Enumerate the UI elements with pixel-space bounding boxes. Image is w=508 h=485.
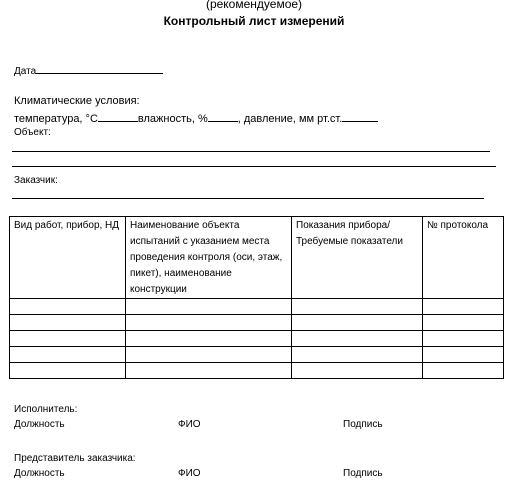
date-field xyxy=(14,63,163,77)
customer-rep-label: Представитель заказчика: xyxy=(14,453,136,464)
table-cell[interactable] xyxy=(292,363,423,379)
table-cell[interactable] xyxy=(10,331,126,347)
customer-label: Заказчик: xyxy=(14,175,58,186)
humidity-blank[interactable] xyxy=(208,111,238,122)
object-line-1[interactable] xyxy=(12,151,490,152)
table-row xyxy=(10,347,504,363)
document-subtitle: (рекомендуемое) xyxy=(205,0,303,11)
table-row xyxy=(10,331,504,347)
table-row xyxy=(10,299,504,315)
table-cell[interactable] xyxy=(126,331,292,347)
climate-fields xyxy=(14,111,378,125)
document-title: Контрольный лист измерений xyxy=(163,14,345,28)
executor-label: Исполнитель: xyxy=(14,404,78,415)
table-cell[interactable] xyxy=(423,299,504,315)
object-line-2[interactable] xyxy=(12,166,496,167)
table-cell[interactable] xyxy=(10,299,126,315)
table-cell[interactable] xyxy=(126,315,292,331)
climate-label: Климатические условия: xyxy=(14,95,140,107)
object-label: Объект: xyxy=(14,127,51,138)
measurements-table xyxy=(9,216,504,379)
customer-name-label: ФИО xyxy=(178,468,201,479)
table-row xyxy=(10,315,504,331)
table-row xyxy=(10,363,504,379)
table-header-row xyxy=(10,217,504,299)
table-cell[interactable] xyxy=(126,347,292,363)
table-cell[interactable] xyxy=(126,299,292,315)
table-cell[interactable] xyxy=(292,331,423,347)
customer-position-label: Должность xyxy=(14,468,65,479)
table-cell[interactable] xyxy=(292,347,423,363)
executor-name-label: ФИО xyxy=(178,419,201,430)
customer-line[interactable] xyxy=(12,198,484,199)
column-header: № протокола xyxy=(423,217,504,299)
table-cell[interactable] xyxy=(423,347,504,363)
table-cell[interactable] xyxy=(10,315,126,331)
column-header: Показания прибора/ Требуемые показатели xyxy=(292,217,423,299)
temperature-blank[interactable] xyxy=(98,111,138,122)
date-label: Дата xyxy=(14,66,37,77)
table-cell[interactable] xyxy=(10,347,126,363)
table-cell[interactable] xyxy=(10,363,126,379)
temperature-label: температура, °С xyxy=(14,113,98,125)
date-blank[interactable] xyxy=(36,63,163,74)
table-cell[interactable] xyxy=(292,315,423,331)
column-header: Наименование объекта испытаний с указанием места проведения контроля (оси, этаж, пикет), наименование конструкции xyxy=(126,217,292,299)
table-cell[interactable] xyxy=(423,315,504,331)
table-cell[interactable] xyxy=(423,363,504,379)
column-header: Вид работ, прибор, НД xyxy=(10,217,126,299)
table-cell[interactable] xyxy=(292,299,423,315)
executor-signature-label: Подпись xyxy=(343,419,383,430)
pressure-blank[interactable] xyxy=(342,111,378,122)
customer-signature-label: Подпись xyxy=(343,468,383,479)
pressure-label: , давление, мм рт.ст. xyxy=(237,113,343,125)
executor-position-label: Должность xyxy=(14,419,65,430)
table-cell[interactable] xyxy=(126,363,292,379)
humidity-label: влажность, % xyxy=(137,113,208,125)
table-cell[interactable] xyxy=(423,331,504,347)
